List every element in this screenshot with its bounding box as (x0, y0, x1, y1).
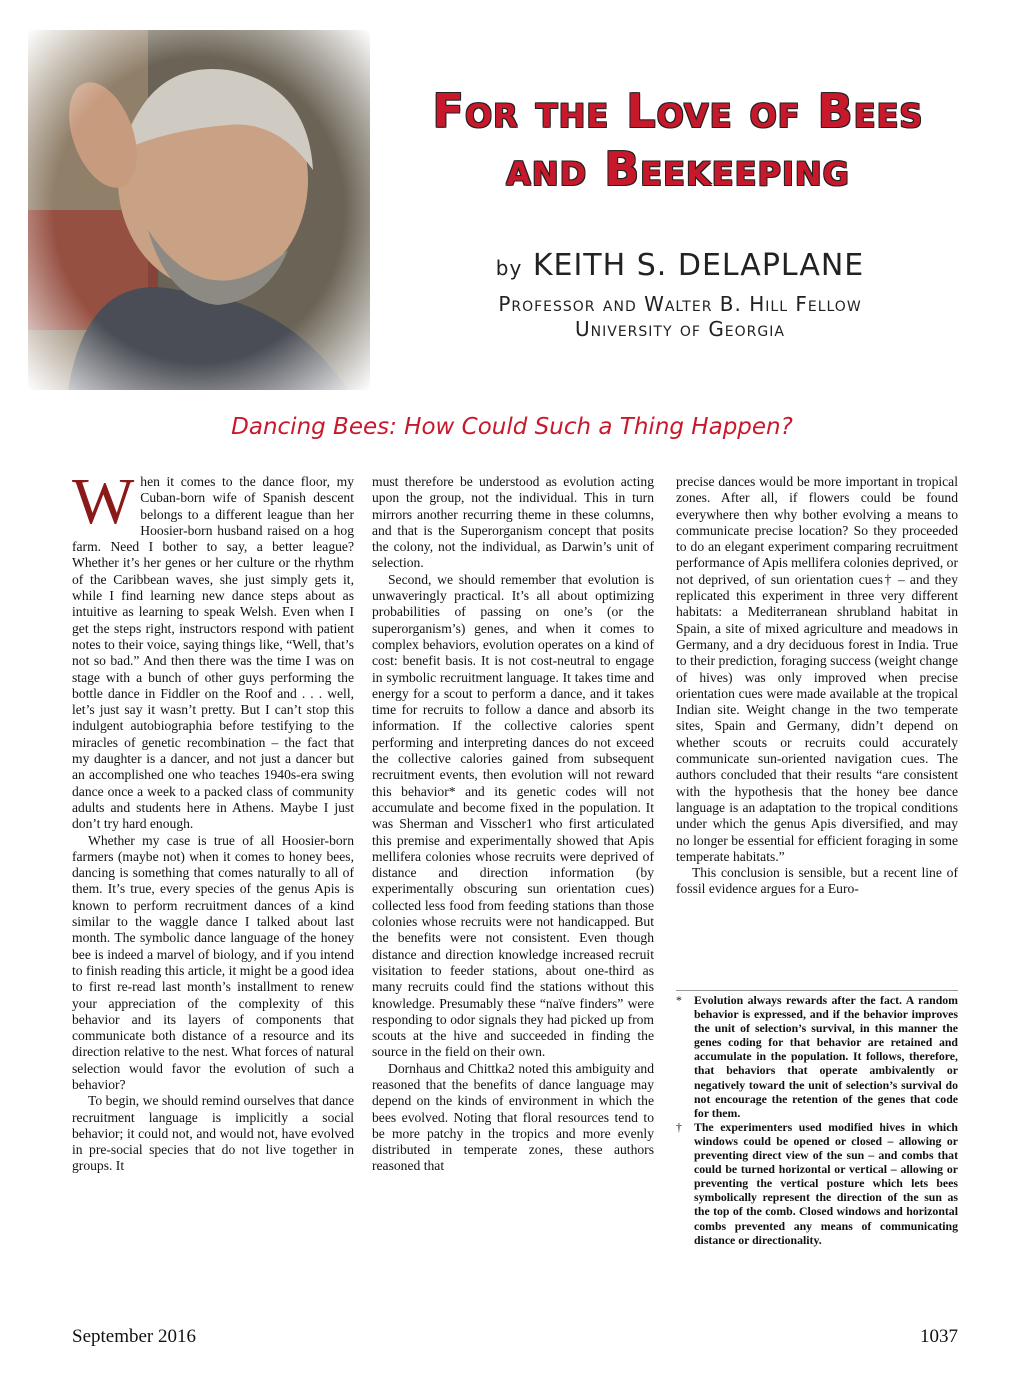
title-line-2: and Beekeeping (506, 142, 850, 196)
footnote-mark: † (676, 1119, 682, 1134)
paragraph: must therefore be understood as evolution acting upon the group, not the individual. This in turn mirrors another recurring theme in these columns, and that is the Superorganism concept that posits the colony, not the individual, as Darwin’s unit of selection. (372, 474, 654, 571)
paragraph: To begin, we should remind ourselves that dance recruitment language is implicitly a social behavior; it could not, and would not, have evolved in pre-social species that do not live together in groups. It (72, 1093, 354, 1174)
drop-cap: W (72, 465, 135, 538)
footnotes (676, 990, 958, 1247)
paragraph: precise dances would be more important in tropical zones. After all, if flowers could be found everywhere then why bother evolving a means to communicate precise location? So they proceeded to do an elegant experiment comparing recruitment performance of Apis mellifera colonies deprived, or not deprived, of sun orientation cues† – and they replicated this experiment in three very different habitats: a Mediterranean shrubland habitat in Spain, a site of mixed agriculture and meadows in Germany, and a dry deciduous forest in India. True to their prediction, foraging success (weight change of hives) was only improved when precise orientation cues were made available at the tropical Indian site. Weight change in the two temperate sites, Spain and Germany, didn’t depend on whether scouts or recruits could accurately communicate sun-oriented navigation cues. The authors concluded that their results “are consistent with the hypothesis that the honey bee dance language is an adaptation to the tropical conditions under which the genus Apis diversified, and may no longer be essential for efficient foraging in some temperate habitats.” (676, 474, 958, 864)
paragraph: Dornhaus and Chittka2 noted this ambiguity and reasoned that the benefits of dance language may depend on the kinds of environment in which the bees evolved. Noting that floral resources tend to be more patchy in the tropics and more evenly distributed in temperate zones, these authors reasoned that (372, 1060, 654, 1174)
author-portrait-illustration (28, 30, 370, 390)
article-subtitle: Dancing Bees: How Could Such a Thing Happen? (231, 414, 793, 440)
byline-by: by (495, 256, 523, 280)
article-title (340, 82, 1016, 198)
column-2 (372, 474, 654, 1175)
page-number: 1037 (920, 1326, 958, 1347)
paragraph: Second, we should remember that evolution is unwaveringly practical. It’s all about optimizing probabilities of passing on one’s (or the superorganism’s) genes, and when it comes to complex behaviors, evolution operates on a kind of cost: benefit basis. It is not cost-neutral to engage in symbolic recruitment language. It takes time and energy for a scout to perform a dance, and it takes time for recruits to follow a dance and absorb its information. If the collective calories spent performing and interpreting dances do not exceed the collective calories gained from subsequent recruitment events, then evolution will not reward this behavior* and its genetic codes will not accumulate and become fixed in the population. It was Sherman and Visscher1 who first articulated this premise and experimentally showed that Apis mellifera colonies whose recruits were deprived of distance and direction information (by experimentally obscuring sun orientation cues) collected less food from feeding stations than those colonies whose recruits were not handicapped. But the benefits were not consistent. Even though distance and direction knowledge increased recruit visitation to feeder stations, about one-third as many recruits could find the stations without this knowledge. Presumably these “naïve finders” were responding to odor signals they had picked up from scouts at the hive and succeeded in finding the source in the field on their own. (372, 571, 654, 1060)
paragraph: Whether my case is true of all Hoosier-born farmers (maybe not) when it comes to honey bees, dancing is something that comes naturally to all of them. It’s true, every species of the genus Apis is known to perform recruitment dances of a kind similar to the waggle dance I talked about last month. The symbolic dance language of the honey bee is indeed a marvel of biology, and if you intend to finish reading this article, it might be a good idea to first re-read last month’s installment to renew your appreciation of the complexity of this behavior and its layers of components that communicate both distance of a resource and its direction relative to the nest. What forces of natural selection would favor the evolution of such a behavior? (72, 832, 354, 1092)
author-affiliation (400, 292, 960, 342)
paragraph-text: hen it comes to the dance floor, my Cuban-born wife of Spanish descent belongs to a different league than her Hoosier-born husband raised on a hog farm. Need I bother to say, a better league? Whether it’s her genes or her culture or the rhythm of the Caribbean waves, she just simply gets it, while I find learning new dance steps about as intuitive as learning to speak Welsh. Even when I get the steps right, instructors respond with patient notes to their voice, saying things like, “Well, that’s not so bad.” And then there was the time I was on stage with a bunch of other guys performing the bottle dance in Fiddler on the Roof and . . . well, let’s just say it wasn’t pretty. But I can’t stop this indulgent autobiographia before testifying to the miracles of genetic recombination – the fact that my daughter is a dancer, and not just a dancer but an accomplished one who teaches 1940s-era swing dance once a week to a packed class of community adults and students here in Athens. Maybe I just don’t try hard enough. (72, 474, 354, 832)
footnote-text: Evolution always rewards after the fact. A random behavior is expressed, and if the behavior improves the unit of selection’s survival, in this manner the genes coding for that behavior are retained and accumulate in the population. It follows, therefore, that behaviors that operate ambivalently or negatively toward the unit of selection’s survival do not encourage the retention of the genes that code for them. (694, 993, 958, 1120)
footnote-text: The experimenters used modified hives in which windows could be opened or closed – allowing or preventing direct view of the sun – and combs that could be turned horizontal or vertical – allowing or preventing the vertical posture which lets bees symbolically represent the direction of the sun as the top of the comb. Closed windows and horizontal combs prevented any means of communicating distance or directionality. (694, 1119, 958, 1247)
byline (380, 248, 980, 283)
footnote-mark: * (676, 993, 682, 1007)
footnote (676, 993, 958, 1120)
affiliation-line-1: Professor and Walter B. Hill Fellow (498, 292, 862, 316)
author-name: KEITH S. DELAPLANE (532, 248, 865, 283)
affiliation-line-2: University of Georgia (575, 317, 785, 341)
paragraph (72, 465, 354, 833)
footnote (676, 1120, 958, 1247)
column-3 (676, 474, 958, 898)
paragraph: This conclusion is sensible, but a recent line of fossil evidence argues for a Euro- (676, 865, 958, 897)
issue-date: September 2016 (72, 1326, 197, 1347)
author-photo (28, 30, 370, 390)
title-line-1: For the Love of Bees (432, 84, 924, 138)
column-1 (72, 465, 354, 1175)
